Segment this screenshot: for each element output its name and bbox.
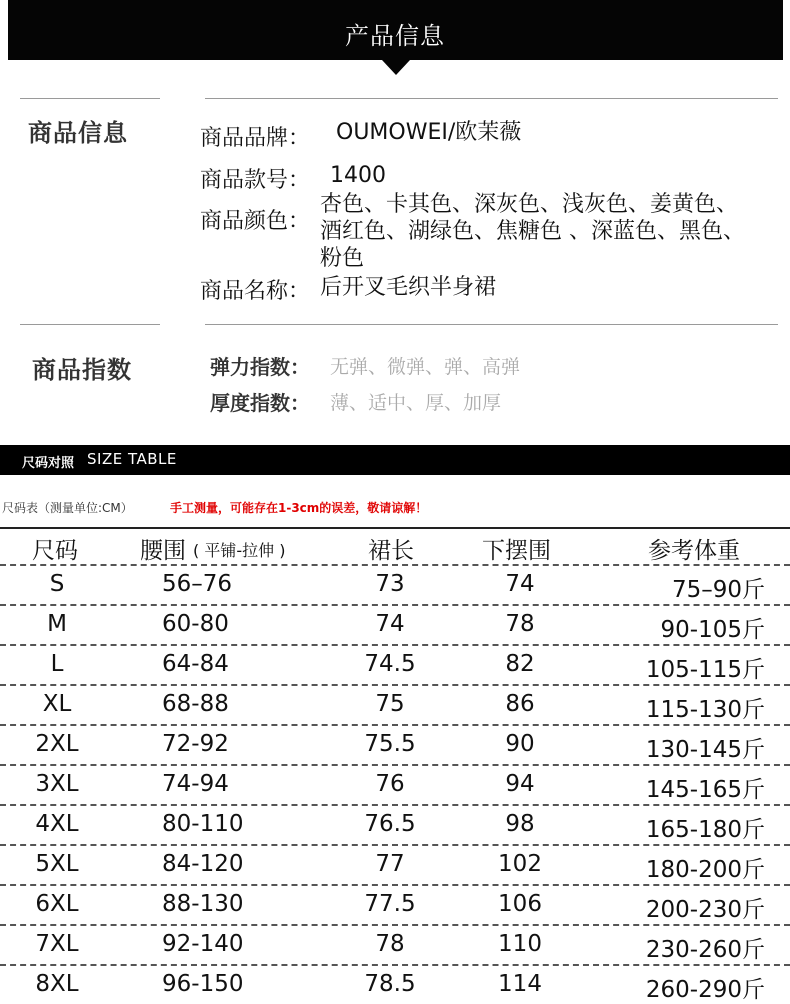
cell-waist: 80-110 xyxy=(162,811,244,837)
model-label: 商品款号： xyxy=(200,168,311,193)
header-weight: 参考体重 xyxy=(648,538,740,564)
brand-value: OUMOWEI/欧茉薇 xyxy=(336,120,522,145)
name-label: 商品名称： xyxy=(200,279,311,304)
cell-waist: 74-94 xyxy=(162,771,229,797)
row-divider xyxy=(0,804,790,806)
cell-waist: 96-150 xyxy=(162,971,244,997)
cell-size: 4XL xyxy=(35,811,79,837)
colors-line-3: 粉色 xyxy=(320,246,365,271)
colors-label: 商品颜色： xyxy=(200,209,311,234)
divider xyxy=(205,324,778,325)
table-row xyxy=(0,887,790,923)
cell-waist: 64-84 xyxy=(162,651,229,677)
cell-size: 2XL xyxy=(35,731,79,757)
name-value: 后开叉毛织半身裙 xyxy=(320,275,497,300)
header-length: 裙长 xyxy=(368,538,414,564)
cell-length: 74 xyxy=(375,611,405,637)
cell-length: 76.5 xyxy=(364,811,416,837)
cell-hem: 78 xyxy=(505,611,535,637)
measure-warning: 手工测量，可能存在1-3cm的误差，敬请谅解！ xyxy=(170,501,428,515)
table-row xyxy=(0,927,790,963)
cell-hem: 102 xyxy=(498,851,542,877)
cell-size: 8XL xyxy=(35,971,79,997)
cell-length: 75.5 xyxy=(364,731,416,757)
cell-waist: 92-140 xyxy=(162,931,244,957)
table-row xyxy=(0,687,790,723)
cell-length: 77 xyxy=(375,851,405,877)
cell-waist: 88-130 xyxy=(162,891,244,917)
cell-weight: 75–90斤 xyxy=(671,577,765,603)
divider xyxy=(20,324,160,325)
thickness-label: 厚度指数： xyxy=(210,391,310,415)
cell-size: 6XL xyxy=(35,891,79,917)
row-divider xyxy=(0,924,790,926)
cell-length: 76 xyxy=(375,771,405,797)
cell-waist: 72-92 xyxy=(162,731,229,757)
header-size: 尺码 xyxy=(32,538,78,564)
cell-weight: 230-260斤 xyxy=(645,937,765,963)
cell-weight: 180-200斤 xyxy=(645,857,765,883)
cell-length: 74.5 xyxy=(364,651,416,677)
cell-hem: 98 xyxy=(505,811,535,837)
cell-hem: 86 xyxy=(505,691,535,717)
divider xyxy=(20,98,160,99)
row-divider xyxy=(0,724,790,726)
row-divider xyxy=(0,684,790,686)
size-table-bar-en: SIZE TABLE xyxy=(87,450,177,468)
cell-weight: 260-290斤 xyxy=(645,977,765,1003)
elastic-value: 无弹、微弹、弹、高弹 xyxy=(330,356,521,378)
cell-weight: 90-105斤 xyxy=(660,617,765,643)
row-divider xyxy=(0,844,790,846)
cell-length: 73 xyxy=(375,571,405,597)
row-divider xyxy=(0,644,790,646)
cell-hem: 94 xyxy=(505,771,535,797)
cell-size: 7XL xyxy=(35,931,79,957)
table-row xyxy=(0,847,790,883)
banner-pointer xyxy=(382,60,410,75)
cell-length: 77.5 xyxy=(364,891,416,917)
cell-weight: 165-180斤 xyxy=(645,817,765,843)
header-waist: 腰围 xyxy=(140,538,186,564)
cell-hem: 90 xyxy=(505,731,535,757)
cell-hem: 106 xyxy=(498,891,542,917)
cell-weight: 200-230斤 xyxy=(645,897,765,923)
table-row xyxy=(0,807,790,843)
row-divider xyxy=(0,964,790,966)
brand-label: 商品品牌： xyxy=(200,126,311,151)
table-row xyxy=(0,767,790,803)
cell-waist: 56–76 xyxy=(162,571,233,597)
cell-hem: 114 xyxy=(498,971,542,997)
divider xyxy=(205,98,778,99)
row-divider xyxy=(0,604,790,606)
row-divider xyxy=(0,564,790,566)
size-table xyxy=(0,523,790,1002)
cell-weight: 115-130斤 xyxy=(645,697,765,723)
size-table-bar-cn: 尺码对照 xyxy=(22,456,75,471)
header-waist-note: ( 平铺-拉伸 ) xyxy=(193,541,286,560)
cell-length: 78.5 xyxy=(364,971,416,997)
cell-size: S xyxy=(49,571,65,597)
elastic-label: 弹力指数： xyxy=(210,355,310,379)
cell-size: L xyxy=(50,651,64,677)
model-value: 1400 xyxy=(330,163,386,188)
index-section-title: 商品指数 xyxy=(32,356,132,384)
cell-length: 75 xyxy=(375,691,405,717)
table-top-rule xyxy=(0,527,790,529)
thickness-value: 薄、适中、厚、加厚 xyxy=(330,392,502,414)
cell-size: 3XL xyxy=(35,771,79,797)
colors-line-1: 杏色、卡其色、深灰色、浅灰色、姜黄色、 xyxy=(320,192,739,217)
row-divider xyxy=(0,764,790,766)
table-row xyxy=(0,727,790,763)
table-row xyxy=(0,967,790,1003)
measure-unit-note: 尺码表（测量单位:CM） xyxy=(2,501,133,515)
cell-hem: 74 xyxy=(505,571,535,597)
cell-size: XL xyxy=(42,691,72,717)
table-row xyxy=(0,647,790,683)
cell-weight: 130-145斤 xyxy=(645,737,765,763)
row-divider xyxy=(0,884,790,886)
cell-weight: 105-115斤 xyxy=(645,657,765,683)
cell-size: 5XL xyxy=(35,851,79,877)
cell-waist: 60-80 xyxy=(162,611,229,637)
cell-size: M xyxy=(47,611,67,637)
info-section-title: 商品信息 xyxy=(28,119,128,147)
banner-title: 产品信息 xyxy=(345,22,445,50)
cell-waist: 68-88 xyxy=(162,691,229,717)
cell-waist: 84-120 xyxy=(162,851,244,877)
header-hem: 下摆围 xyxy=(482,538,551,564)
cell-length: 78 xyxy=(375,931,405,957)
cell-hem: 82 xyxy=(505,651,535,677)
table-row xyxy=(0,607,790,643)
cell-weight: 145-165斤 xyxy=(645,777,765,803)
colors-line-2: 酒红色、湖绿色、焦糖色 、深蓝色、黑色、 xyxy=(320,219,745,244)
table-row xyxy=(0,567,790,603)
cell-hem: 110 xyxy=(498,931,542,957)
